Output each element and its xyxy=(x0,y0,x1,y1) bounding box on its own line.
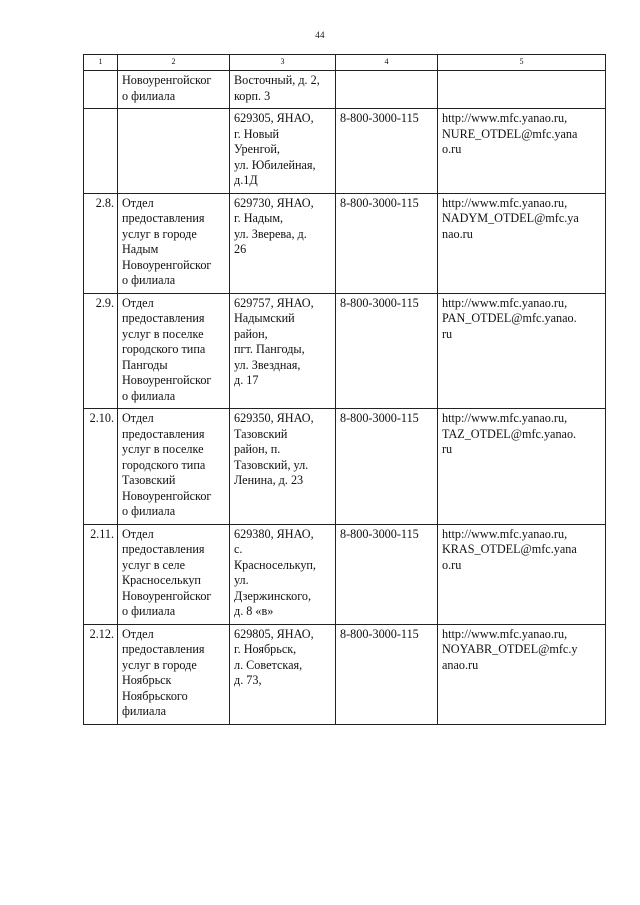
office-name xyxy=(118,524,230,624)
row-number: 2.11. xyxy=(84,524,118,624)
column-number: 4 xyxy=(336,55,438,71)
office-name-line: Тазовский xyxy=(122,473,176,487)
address-line: 629305, ЯНАО, xyxy=(234,111,314,125)
office-name-line: Красноселькуп xyxy=(122,573,201,587)
address-line: 629730, ЯНАО, xyxy=(234,195,314,210)
office-name xyxy=(118,293,230,409)
office-name-line: предоставления xyxy=(122,211,205,225)
office-name-line: Надым xyxy=(122,242,159,256)
column-number: 5 xyxy=(438,55,606,71)
office-address xyxy=(230,524,336,624)
office-name-line: о филиала xyxy=(122,504,176,518)
office-name-line: городского типа xyxy=(122,457,206,472)
mfc-offices-table xyxy=(83,54,606,725)
page-number: 44 xyxy=(315,30,325,40)
contact-line: KRAS_OTDEL@mfc.yana xyxy=(442,542,577,556)
address-line: 629350, ЯНАО, xyxy=(234,411,314,425)
office-name xyxy=(118,71,230,109)
address-line: 629380, ЯНАО, xyxy=(234,526,314,541)
office-name-line: о филиала xyxy=(122,88,176,103)
address-line: с. xyxy=(234,542,243,556)
address-line: Тазовский, ул. xyxy=(234,457,309,472)
contact-line: ru xyxy=(442,326,453,341)
office-name-line: о филиала xyxy=(122,604,176,618)
address-line: Дзержинского, xyxy=(234,588,312,603)
contact-line: http://www.mfc.yanao.ru, xyxy=(442,111,568,125)
office-name-line: услуг в поселке xyxy=(122,326,204,341)
address-line: Красноселькуп, xyxy=(234,557,316,572)
address-line: д.1Д xyxy=(234,173,258,187)
office-contacts xyxy=(438,293,606,409)
office-name-line: Отдел xyxy=(122,295,154,310)
address-line: ул. Звездная, xyxy=(234,357,301,372)
address-line: район, xyxy=(234,326,268,341)
table-row xyxy=(84,109,606,194)
row-number: 2.10. xyxy=(84,409,118,525)
contact-line: nao.ru xyxy=(442,226,473,241)
office-phone: 8-800-3000-115 xyxy=(336,109,438,194)
contact-line: http://www.mfc.yanao.ru, xyxy=(442,411,568,425)
address-line: ул. Юбилейная, xyxy=(234,157,316,172)
office-contacts xyxy=(438,71,606,109)
table-row xyxy=(84,293,606,409)
office-phone: 8-800-3000-115 xyxy=(336,624,438,724)
office-name-line: Отдел xyxy=(122,626,154,641)
office-name-line: предоставления xyxy=(122,542,205,556)
address-line: Надымский xyxy=(234,311,295,325)
office-address xyxy=(230,71,336,109)
office-name xyxy=(118,193,230,293)
office-address xyxy=(230,409,336,525)
address-line: г. Надым, xyxy=(234,211,284,225)
office-address xyxy=(230,624,336,724)
contact-line: http://www.mfc.yanao.ru, xyxy=(442,195,568,210)
office-contacts xyxy=(438,193,606,293)
address-line: д. 17 xyxy=(234,373,259,387)
office-name-line: Отдел xyxy=(122,411,154,425)
address-line: Восточный, д. 2, xyxy=(234,73,320,87)
office-name-line: предоставления xyxy=(122,642,205,656)
office-name-line: Пангоды xyxy=(122,357,168,372)
contact-line: anao.ru xyxy=(442,657,479,672)
address-line: Уренгой, xyxy=(234,142,280,156)
office-name-line: предоставления xyxy=(122,311,205,325)
office-name-line: услуг в городе xyxy=(122,657,197,672)
contact-line: PAN_OTDEL@mfc.yanao. xyxy=(442,311,577,325)
address-line: г. Новый xyxy=(234,126,280,141)
address-line: д. 73, xyxy=(234,673,262,687)
office-phone: 8-800-3000-115 xyxy=(336,409,438,525)
address-line: Тазовский xyxy=(234,426,288,441)
office-name xyxy=(118,624,230,724)
table-row xyxy=(84,524,606,624)
table-row xyxy=(84,624,606,724)
contact-line: NADYM_OTDEL@mfc.ya xyxy=(442,211,579,225)
office-name xyxy=(118,109,230,194)
table-body xyxy=(84,71,606,725)
office-name-line: филиала xyxy=(122,704,167,718)
contact-line: http://www.mfc.yanao.ru, xyxy=(442,626,568,641)
contact-line: http://www.mfc.yanao.ru, xyxy=(442,526,568,541)
contact-line: ru xyxy=(442,442,453,456)
address-line: Ленина, д. 23 xyxy=(234,473,304,487)
column-number: 1 xyxy=(84,55,118,71)
address-line: район, п. xyxy=(234,442,281,456)
contact-line: o.ru xyxy=(442,142,462,156)
address-line: д. 8 «в» xyxy=(234,604,274,618)
address-line: 629805, ЯНАО, xyxy=(234,626,314,641)
office-name-line: услуг в поселке xyxy=(122,442,204,456)
contact-line: o.ru xyxy=(442,557,462,572)
office-phone: 8-800-3000-115 xyxy=(336,524,438,624)
row-number: 2.12. xyxy=(84,624,118,724)
office-name-line: Новоуренгойског xyxy=(122,257,212,272)
contact-line: http://www.mfc.yanao.ru, xyxy=(442,295,568,310)
row-number xyxy=(84,109,118,194)
address-line: л. Советская, xyxy=(234,657,303,672)
table-row xyxy=(84,193,606,293)
office-name-line: услуг в городе xyxy=(122,226,197,241)
address-line: 26 xyxy=(234,242,247,256)
table-row xyxy=(84,71,606,109)
row-number xyxy=(84,71,118,109)
contact-line: TAZ_OTDEL@mfc.yanao. xyxy=(442,426,577,441)
office-contacts xyxy=(438,409,606,525)
office-address xyxy=(230,109,336,194)
contact-line: NOYABR_OTDEL@mfc.y xyxy=(442,642,578,656)
office-name-line: услуг в селе xyxy=(122,557,185,572)
office-address xyxy=(230,293,336,409)
office-phone: 8-800-3000-115 xyxy=(336,193,438,293)
office-phone xyxy=(336,71,438,109)
table-row xyxy=(84,409,606,525)
office-address xyxy=(230,193,336,293)
address-line: пгт. Пангоды, xyxy=(234,342,305,356)
column-number-row xyxy=(84,55,606,71)
office-name-line: предоставления xyxy=(122,426,205,441)
office-name-line: Новоуренгойског xyxy=(122,73,212,87)
office-name xyxy=(118,409,230,525)
address-line: 629757, ЯНАО, xyxy=(234,295,314,310)
office-contacts xyxy=(438,109,606,194)
contact-line: NURE_OTDEL@mfc.yana xyxy=(442,126,578,141)
office-name-line: городского типа xyxy=(122,342,206,356)
column-number: 3 xyxy=(230,55,336,71)
office-name-line: о филиала xyxy=(122,388,176,403)
office-phone: 8-800-3000-115 xyxy=(336,293,438,409)
office-name-line: Новоуренгойског xyxy=(122,373,212,387)
office-contacts xyxy=(438,624,606,724)
address-line: корп. 3 xyxy=(234,88,271,103)
row-number: 2.9. xyxy=(84,293,118,409)
office-name-line: Новоуренгойског xyxy=(122,588,212,603)
office-name-line: Новоуренгойског xyxy=(122,488,212,503)
office-name-line: о филиала xyxy=(122,273,176,287)
office-name-line: Ноябрьского xyxy=(122,688,188,703)
address-line: ул. xyxy=(234,573,249,587)
office-name-line: Ноябрьск xyxy=(122,673,172,687)
address-line: г. Ноябрьск, xyxy=(234,642,297,656)
row-number: 2.8. xyxy=(84,193,118,293)
column-number: 2 xyxy=(118,55,230,71)
office-name-line: Отдел xyxy=(122,195,154,210)
address-line: ул. Зверева, д. xyxy=(234,226,307,241)
office-name-line: Отдел xyxy=(122,526,154,541)
office-contacts xyxy=(438,524,606,624)
